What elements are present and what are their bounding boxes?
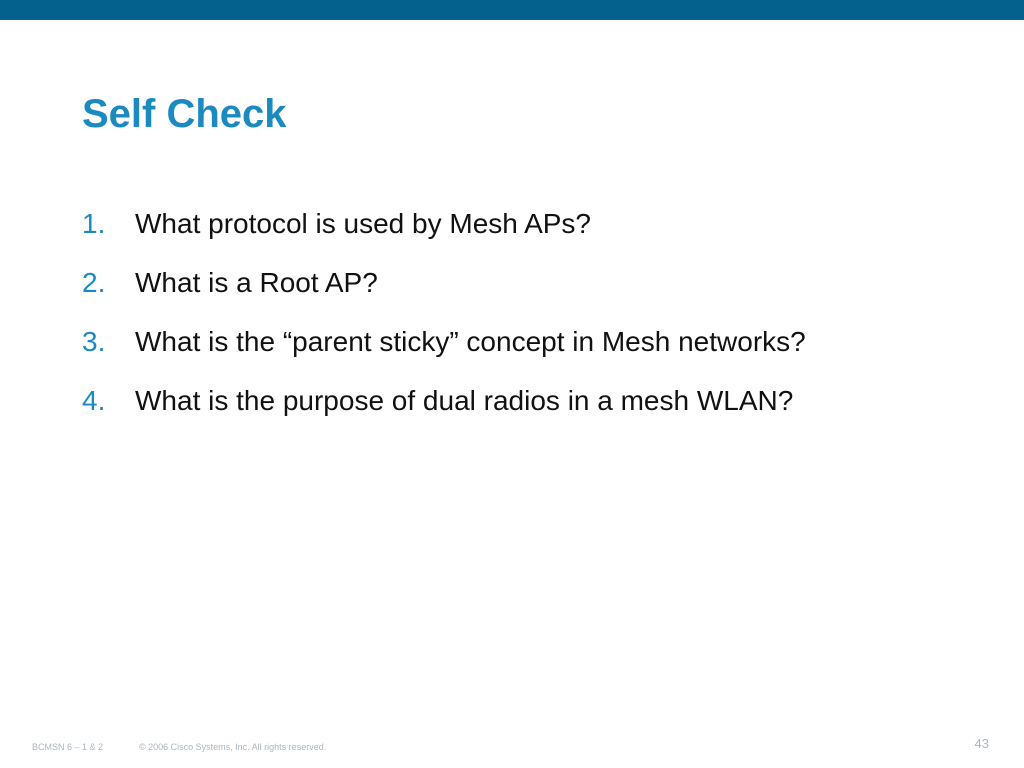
question-item-4 bbox=[82, 377, 1002, 436]
slide-title: Self Check bbox=[82, 92, 287, 136]
question-number: 3. bbox=[82, 326, 106, 357]
question-text: What protocol is used by Mesh APs? bbox=[135, 208, 591, 239]
question-text: What is the purpose of dual radios in a mesh WLAN? bbox=[135, 385, 794, 416]
question-number: 1. bbox=[82, 208, 106, 239]
question-item-2 bbox=[82, 259, 1002, 318]
question-number: 4. bbox=[82, 385, 106, 416]
page-number: 43 bbox=[974, 736, 989, 751]
top-header-bar bbox=[0, 0, 1024, 20]
question-text: What is the “parent sticky” concept in Mesh networks? bbox=[135, 326, 806, 357]
question-text: What is a Root AP? bbox=[135, 267, 378, 298]
question-number: 2. bbox=[82, 267, 106, 298]
slide-footer bbox=[0, 728, 1024, 768]
question-list bbox=[82, 200, 1002, 436]
question-item-3 bbox=[82, 318, 1002, 377]
course-code: BCMSN 6 – 1 & 2 bbox=[32, 742, 104, 752]
copyright-notice: © 2006 Cisco Systems, Inc. All rights reserved. bbox=[139, 742, 327, 752]
question-item-1 bbox=[82, 200, 1002, 259]
